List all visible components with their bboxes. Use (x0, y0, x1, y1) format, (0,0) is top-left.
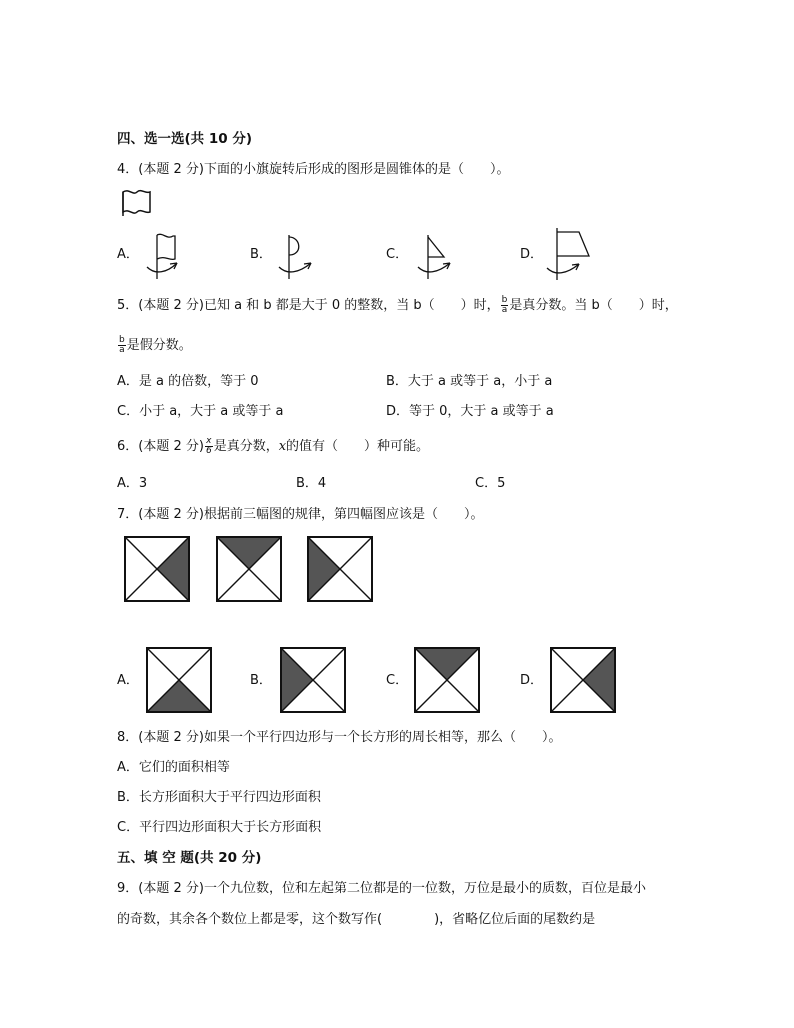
section-4-title: 四、选一选(共 10 分) (117, 131, 253, 147)
shaded-triangle-left (281, 648, 313, 712)
q7-option-c-label[interactable]: C． (386, 673, 409, 688)
shaded-triangle-bottom (147, 680, 211, 712)
q7-option-a-label[interactable]: A． (117, 673, 139, 688)
q8-option-c[interactable]: C．平行四边形面积大于长方形面积 (117, 820, 322, 835)
q5-option-d[interactable]: D．等于 0，大于 a 或等于 a (386, 404, 554, 419)
q7-option-d-square[interactable] (549, 646, 617, 714)
fraction-b-over-a: $\frac{b}{a}$ (119, 335, 125, 355)
q6-option-b[interactable]: B．4 (296, 476, 327, 491)
q7-option-b-square[interactable] (279, 646, 347, 714)
shaded-triangle-left (308, 537, 340, 601)
q7-option-b-label[interactable]: B． (250, 673, 272, 688)
fraction-b-over-a: $\frac{b}{a}$ (501, 295, 508, 315)
q4-option-c-label[interactable]: C． (386, 247, 409, 262)
pattern-square-1 (123, 535, 191, 603)
question-5-stem: 5．(本题 2 分)已知 a 和 b 都是大于 0 的整数，当 b（ ）时， $\frac{b}{a}$ 是真分数。当 b（ ）时， (117, 295, 678, 315)
section-5-title: 五、填 空 题(共 20 分) (117, 850, 262, 866)
q5-option-a[interactable]: A．是 a 的倍数，等于 0 (117, 374, 259, 389)
shaded-triangle-top (217, 537, 281, 569)
q4-option-b-label[interactable]: B． (250, 247, 272, 262)
fraction-x-over-6: $\frac{x}{6}$ (205, 436, 212, 456)
flag-icon (121, 188, 153, 218)
q4-option-a-label[interactable]: A． (117, 247, 139, 262)
q4-option-a-rotating-flag-icon[interactable] (143, 231, 187, 281)
question-6-stem: 6．(本题 2 分) $\frac{x}{6}$ 是真分数，x的值有（ ）种可能。 (117, 436, 430, 456)
pattern-square-2 (215, 535, 283, 603)
question-9-line-2: 的奇数，其余各个数位上都是零，这个数写作( )，省略亿位后面的尾数约是 (117, 912, 596, 927)
q5-option-c[interactable]: C．小于 a，大于 a 或等于 a (117, 404, 284, 419)
question-5-stem-continued: $\frac{b}{a}$ 是假分数。 (119, 335, 192, 355)
q4-option-b-rotating-semicircle-icon[interactable] (275, 231, 319, 281)
q7-option-c-square[interactable] (413, 646, 481, 714)
q8-option-a[interactable]: A．它们的面积相等 (117, 760, 230, 775)
q7-option-a-square[interactable] (145, 646, 213, 714)
pattern-square-3 (306, 535, 374, 603)
q5-option-b[interactable]: B．大于 a 或等于 a，小于 a (386, 374, 553, 389)
q6-option-a[interactable]: A．3 (117, 476, 148, 491)
question-4-stem: 4．(本题 2 分)下面的小旗旋转后形成的图形是圆锥体的是（ ）。 (117, 162, 510, 177)
q7-option-d-label[interactable]: D． (520, 673, 544, 688)
question-7-stem: 7．(本题 2 分)根据前三幅图的规律，第四幅图应该是（ ）。 (117, 507, 484, 522)
question-8-stem: 8．(本题 2 分)如果一个平行四边形与一个长方形的周长相等，那么（ ）。 (117, 730, 562, 745)
shaded-triangle-right (583, 648, 615, 712)
shaded-triangle-right (157, 537, 189, 601)
q4-option-d-label[interactable]: D． (520, 247, 544, 262)
question-9-line-1: 9．(本题 2 分)一个九位数，位和左起第二位都是的一位数，万位是最小的质数，百位是最小 (117, 881, 646, 896)
q4-option-d-rotating-trapezoid-icon[interactable] (545, 226, 595, 282)
q6-option-c[interactable]: C．5 (475, 476, 506, 491)
q4-option-c-rotating-triangle-icon[interactable] (414, 231, 458, 281)
shaded-triangle-top (415, 648, 479, 680)
q8-option-b[interactable]: B．长方形面积大于平行四边形面积 (117, 790, 321, 805)
